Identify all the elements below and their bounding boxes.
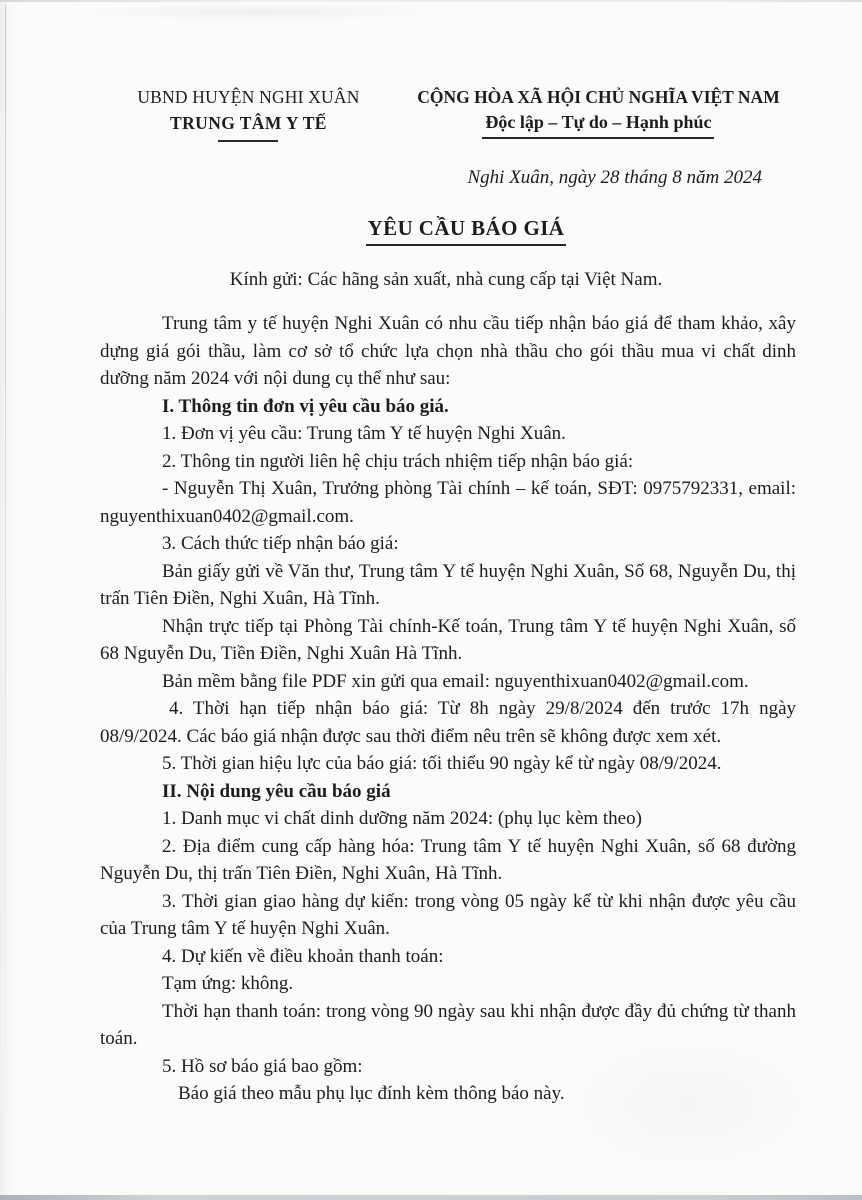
salutation-line: Kính gửi: Các hãng sản xuất, nhà cung cấp tại Việt Nam. [229, 269, 663, 290]
document-title: YÊU CẦU BÁO GIÁ [366, 216, 567, 246]
paragraph: Nhận trực tiếp tại Phòng Tài chính-Kế toán, Trung tâm Y tế huyện Nghi Xuân, số 68 Nguyễn Du, Tiền Điền, Nghi Xuân Hà Tĩnh. [100, 615, 796, 664]
paragraph: 3. Thời gian giao hàng dự kiến: trong vòng 05 ngày kể từ khi nhận được yêu cầu của Trung tâm Y tế huyện Nghi Xuân. [100, 890, 796, 939]
place-dateline: Nghi Xuân, ngày 28 tháng 8 năm 2024 [467, 167, 762, 188]
issuing-org-name: TRUNG TÂM Y TẾ [170, 113, 327, 133]
issuing-org-block [100, 84, 397, 142]
paragraph-contact: - Nguyễn Thị Xuân, Trưởng phòng Tài chính – kế toán, SĐT: 0975792331, email: nguyenthixuan0402@gmail.com. [100, 478, 796, 527]
paragraph: 1. Đơn vị yêu cầu: Trung tâm Y tế huyện Nghi Xuân. [162, 423, 566, 444]
scan-edge-left [5, 5, 6, 1192]
paragraph: 4. Dự kiến về điều khoản thanh toán: [162, 945, 444, 967]
paragraph: 5. Thời gian hiệu lực của báo giá: tối thiểu 90 ngày kể từ ngày 08/9/2024. [162, 753, 722, 774]
issuing-org-parent: UBND HUYỆN NGHI XUÂN [137, 87, 360, 107]
paragraph: Tạm ứng: không. [162, 973, 294, 994]
scan-edge-top [0, 0, 862, 2]
document-header [0, 0, 862, 142]
national-motto-block [397, 84, 800, 142]
national-title: CỘNG HÒA XÃ HỘI CHỦ NGHĨA VIỆT NAM [417, 87, 780, 107]
paragraph: 2. Địa điểm cung cấp hàng hóa: Trung tâm Y tế huyện Nghi Xuân, số 68 đường Nguyễn Du, thị trấn Tiên Điền, Nghi Xuân, Hà Tĩnh. [100, 835, 796, 884]
paragraph-intro: Trung tâm y tế huyện Nghi Xuân có nhu cầu tiếp nhận báo giá để tham khảo, xây dựng giá gói thầu, làm cơ sở tổ chức lựa chọn nhà thầu cho gói thầu mua vi chất dinh dưỡng năm 2024 với nội dung cụ thể như sau: [100, 313, 796, 389]
document-body [100, 310, 796, 1108]
paragraph: 4. Thời hạn tiếp nhận báo giá: Từ 8h ngày 29/8/2024 đến trước 17h ngày 08/9/2024. Các báo giá nhận được sau thời điểm nêu trên sẽ không được xem xét. [100, 698, 796, 747]
section-heading-1: I. Thông tin đơn vị yêu cầu báo giá. [162, 395, 449, 417]
paragraph: 1. Danh mục vi chất dinh dưỡng năm 2024: (phụ lục kèm theo) [162, 808, 642, 829]
section-heading-2: II. Nội dung yêu cầu báo giá [162, 780, 391, 802]
title-row [0, 216, 862, 246]
scan-edge-bottom [0, 1195, 862, 1200]
paragraph: Báo giá theo mẫu phụ lục đính kèm thông báo này. [178, 1083, 565, 1104]
paragraph: 5. Hồ sơ báo giá bao gồm: [162, 1055, 363, 1077]
org-underline-rule [218, 140, 278, 142]
national-motto: Độc lập – Tự do – Hạnh phúc [482, 110, 714, 139]
paragraph: Bản mềm bằng file PDF xin gửi qua email: nguyenthixuan0402@gmail.com. [162, 670, 749, 692]
paragraph: Bản giấy gửi về Văn thư, Trung tâm Y tế huyện Nghi Xuân, Số 68, Nguyễn Du, thị trấn Tiên Điền, Nghi Xuân, Hà Tĩnh. [100, 560, 796, 609]
paragraph: 2. Thông tin người liên hệ chịu trách nhiệm tiếp nhận báo giá: [162, 450, 634, 472]
paragraph: 3. Cách thức tiếp nhận báo giá: [162, 533, 399, 554]
paragraph: Thời hạn thanh toán: trong vòng 90 ngày sau khi nhận được đầy đủ chứng từ thanh toán. [100, 1000, 796, 1049]
